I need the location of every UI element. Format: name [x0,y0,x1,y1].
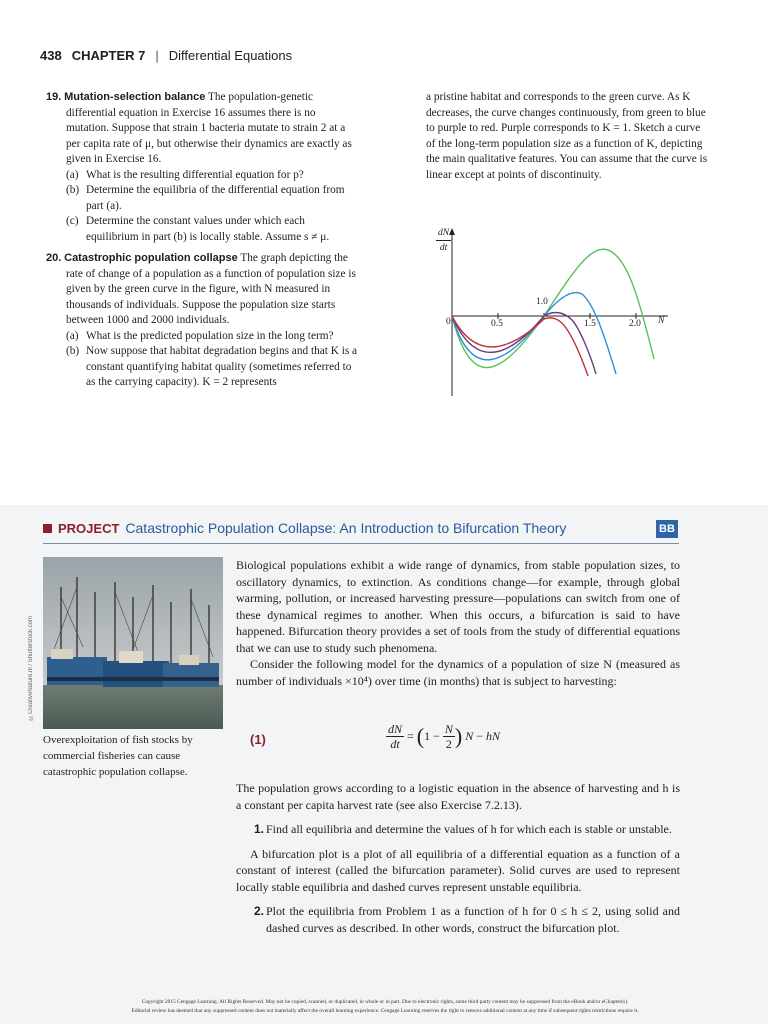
project-label: PROJECT [58,520,120,536]
y-label-numerator: dN [436,226,451,241]
project-paragraph-2: Consider the following model for the dynamics of a population of size N (measured as number of individuals ×10⁴) over time (in months) that is subject to harvesting: [236,657,680,688]
header-separator: | [155,48,159,63]
part-label: (c) [66,215,79,227]
project-paragraph-4: A bifurcation plot is a plot of all equilibria of a differential equation as a function of a constant of interest (called the bifurcation parameter). Solid curves are used to represent locally stable equilibria and dashed curves represent unstable equilibria. [236,846,680,894]
part-text: Determine the equilibria of the differential equation from part (a). [86,184,345,212]
green-curve [452,249,654,367]
project-paragraph-3: The population grows according to a logistic equation in the absence of harvesting and h is a constant per capita harvest rate (see also Exercise 7.2.13). [236,781,680,812]
problem-2 [236,903,680,936]
exercise-intro: The graph depicting the rate of change of a population as a function of population size is given by the green curve in the figure, with N measured in thousands of individuals. Suppose the population size starts between 1000 and 2000 individuals. [66,252,356,326]
problem-1 [236,821,680,838]
part-text: What is the predicted population size in the long term? [86,329,334,342]
fishing-boats-illustration [43,557,223,729]
project-intro [236,557,680,689]
equation-number: (1) [250,732,266,747]
problem-number: 1. [254,822,265,836]
project-square-icon [43,524,52,533]
tick-label-0-5: 0.5 [491,319,503,329]
exercise-19 [46,90,358,245]
exercise-part-a [66,329,358,345]
exercise-title: Mutation-selection balance [64,91,206,103]
part-label: (a) [66,329,79,342]
problem-text: Find all equilibria and determine the values of h for which each is stable or unstable. [266,822,672,836]
fishing-boats-photo [43,557,223,729]
exercise-part-a [66,168,358,184]
y-axis-label [436,226,451,255]
photo-credit: ©CreativeNature.nl / Shutterstock.com [28,615,34,720]
exercise-number: 19. [46,91,62,103]
right-column [426,90,712,183]
project-body [236,780,680,944]
project-paragraph-1: Biological populations exhibit a wide range of dynamics, from stable population sizes, to oscillatory dynamics, to extinction. As conditions change—for example, through global warming, pollution, or increased harvesting pressure—populations can switch from one of these dynamical regimes to another. When this occurs, a bifurcation is said to have happened. Bifurcation theory provides a set of tools from the study of differential equations that we can use to study such phenomena. [236,558,680,655]
chapter-label: CHAPTER 7 [71,48,146,63]
logistic-harvest-equation: $\frac{dN}{dt}$ = (1 − $\frac{N}{2}$ ) N − hN [388,722,501,751]
part-text: Now suppose that habitat degradation begins and that K is a constant quantifying habitat quality (sometimes referred to as the carrying capacity). K = 2 represents [86,345,358,388]
exercise-20 [46,251,358,391]
exercise-part-b [66,344,358,391]
problem-text: Plot the equilibria from Problem 1 as a function of h for 0 ≤ h ≤ 2, using solid and dashed curves as described. In other words, construct the bifurcation plot. [266,904,680,935]
problem-number: 2. [254,904,265,918]
footer-line-2: Editorial review has deemed that any suppressed content does not materially affect the overall learning experience. Cengage Learning reserves the right to remove additional content at any time if subsequent rights restrictions require it. [131,1008,639,1014]
tick-label-1-0: 1.0 [536,297,548,307]
rate-of-change-figure [432,224,682,399]
left-column [46,90,358,397]
exercise-part-c [66,214,358,245]
photo-caption: Overexploitation of fish stocks by commercial fisheries can cause catastrophic population collapse. [43,734,193,778]
chapter-title: Differential Equations [168,48,293,63]
exercise-number: 20. [46,252,62,264]
footer-line-1: Copyright 2015 Cengage Learning. All Rights Reserved. May not be copied, scanned, or duplicated, in whole or in part. Due to electronic rights, some third party content may be suppressed from the eBook and/or eChapter(s). [141,999,629,1005]
tick-label-1-5: 1.5 [584,319,596,329]
part-text: What is the resulting differential equation for p? [86,168,304,181]
project-rule [43,543,679,544]
part-label: (b) [66,184,80,196]
equation-1 [236,722,680,762]
page-number: 438 [40,48,62,63]
tick-label-0: 0 [446,317,451,327]
exercise-20-continued: a pristine habitat and corresponds to the green curve. As K decreases, the curve changes continuously, from green to blue to purple to red. Purple corresponds to K = 1. Sketch a curve of the long-term population size as a function of K, depicting the main qualitative features. You can assume that the curve is linear except at points of discontinuity. [426,91,708,181]
exercise-title: Catastrophic population collapse [64,252,238,264]
part-label: (b) [66,345,80,357]
project-title: Catastrophic Population Collapse: An Introduction to Bifurcation Theory [125,520,567,536]
part-text: Determine the constant values under which each equilibrium in part (b) is locally stable. Assume s ≠ μ. [86,215,330,243]
part-label: (a) [66,168,79,181]
copyright-footer [40,998,730,1016]
exercise-intro: The population-genetic differential equation in Exercise 16 assumes there is no mutation. Suppose that strain 1 bacteria mutate to strain 2 at a per capita rate of μ, but otherwise their dynamics are exactly as given in Exercise 16. [66,91,352,165]
project-heading [43,520,566,536]
tick-label-2-0: 2.0 [629,319,641,329]
figure-plot [432,224,682,399]
y-label-denominator: dt [439,243,448,253]
page-header [40,48,292,63]
bb-badge: BB [656,520,678,538]
x-axis-label: N [658,316,665,326]
exercise-part-b [66,183,358,214]
